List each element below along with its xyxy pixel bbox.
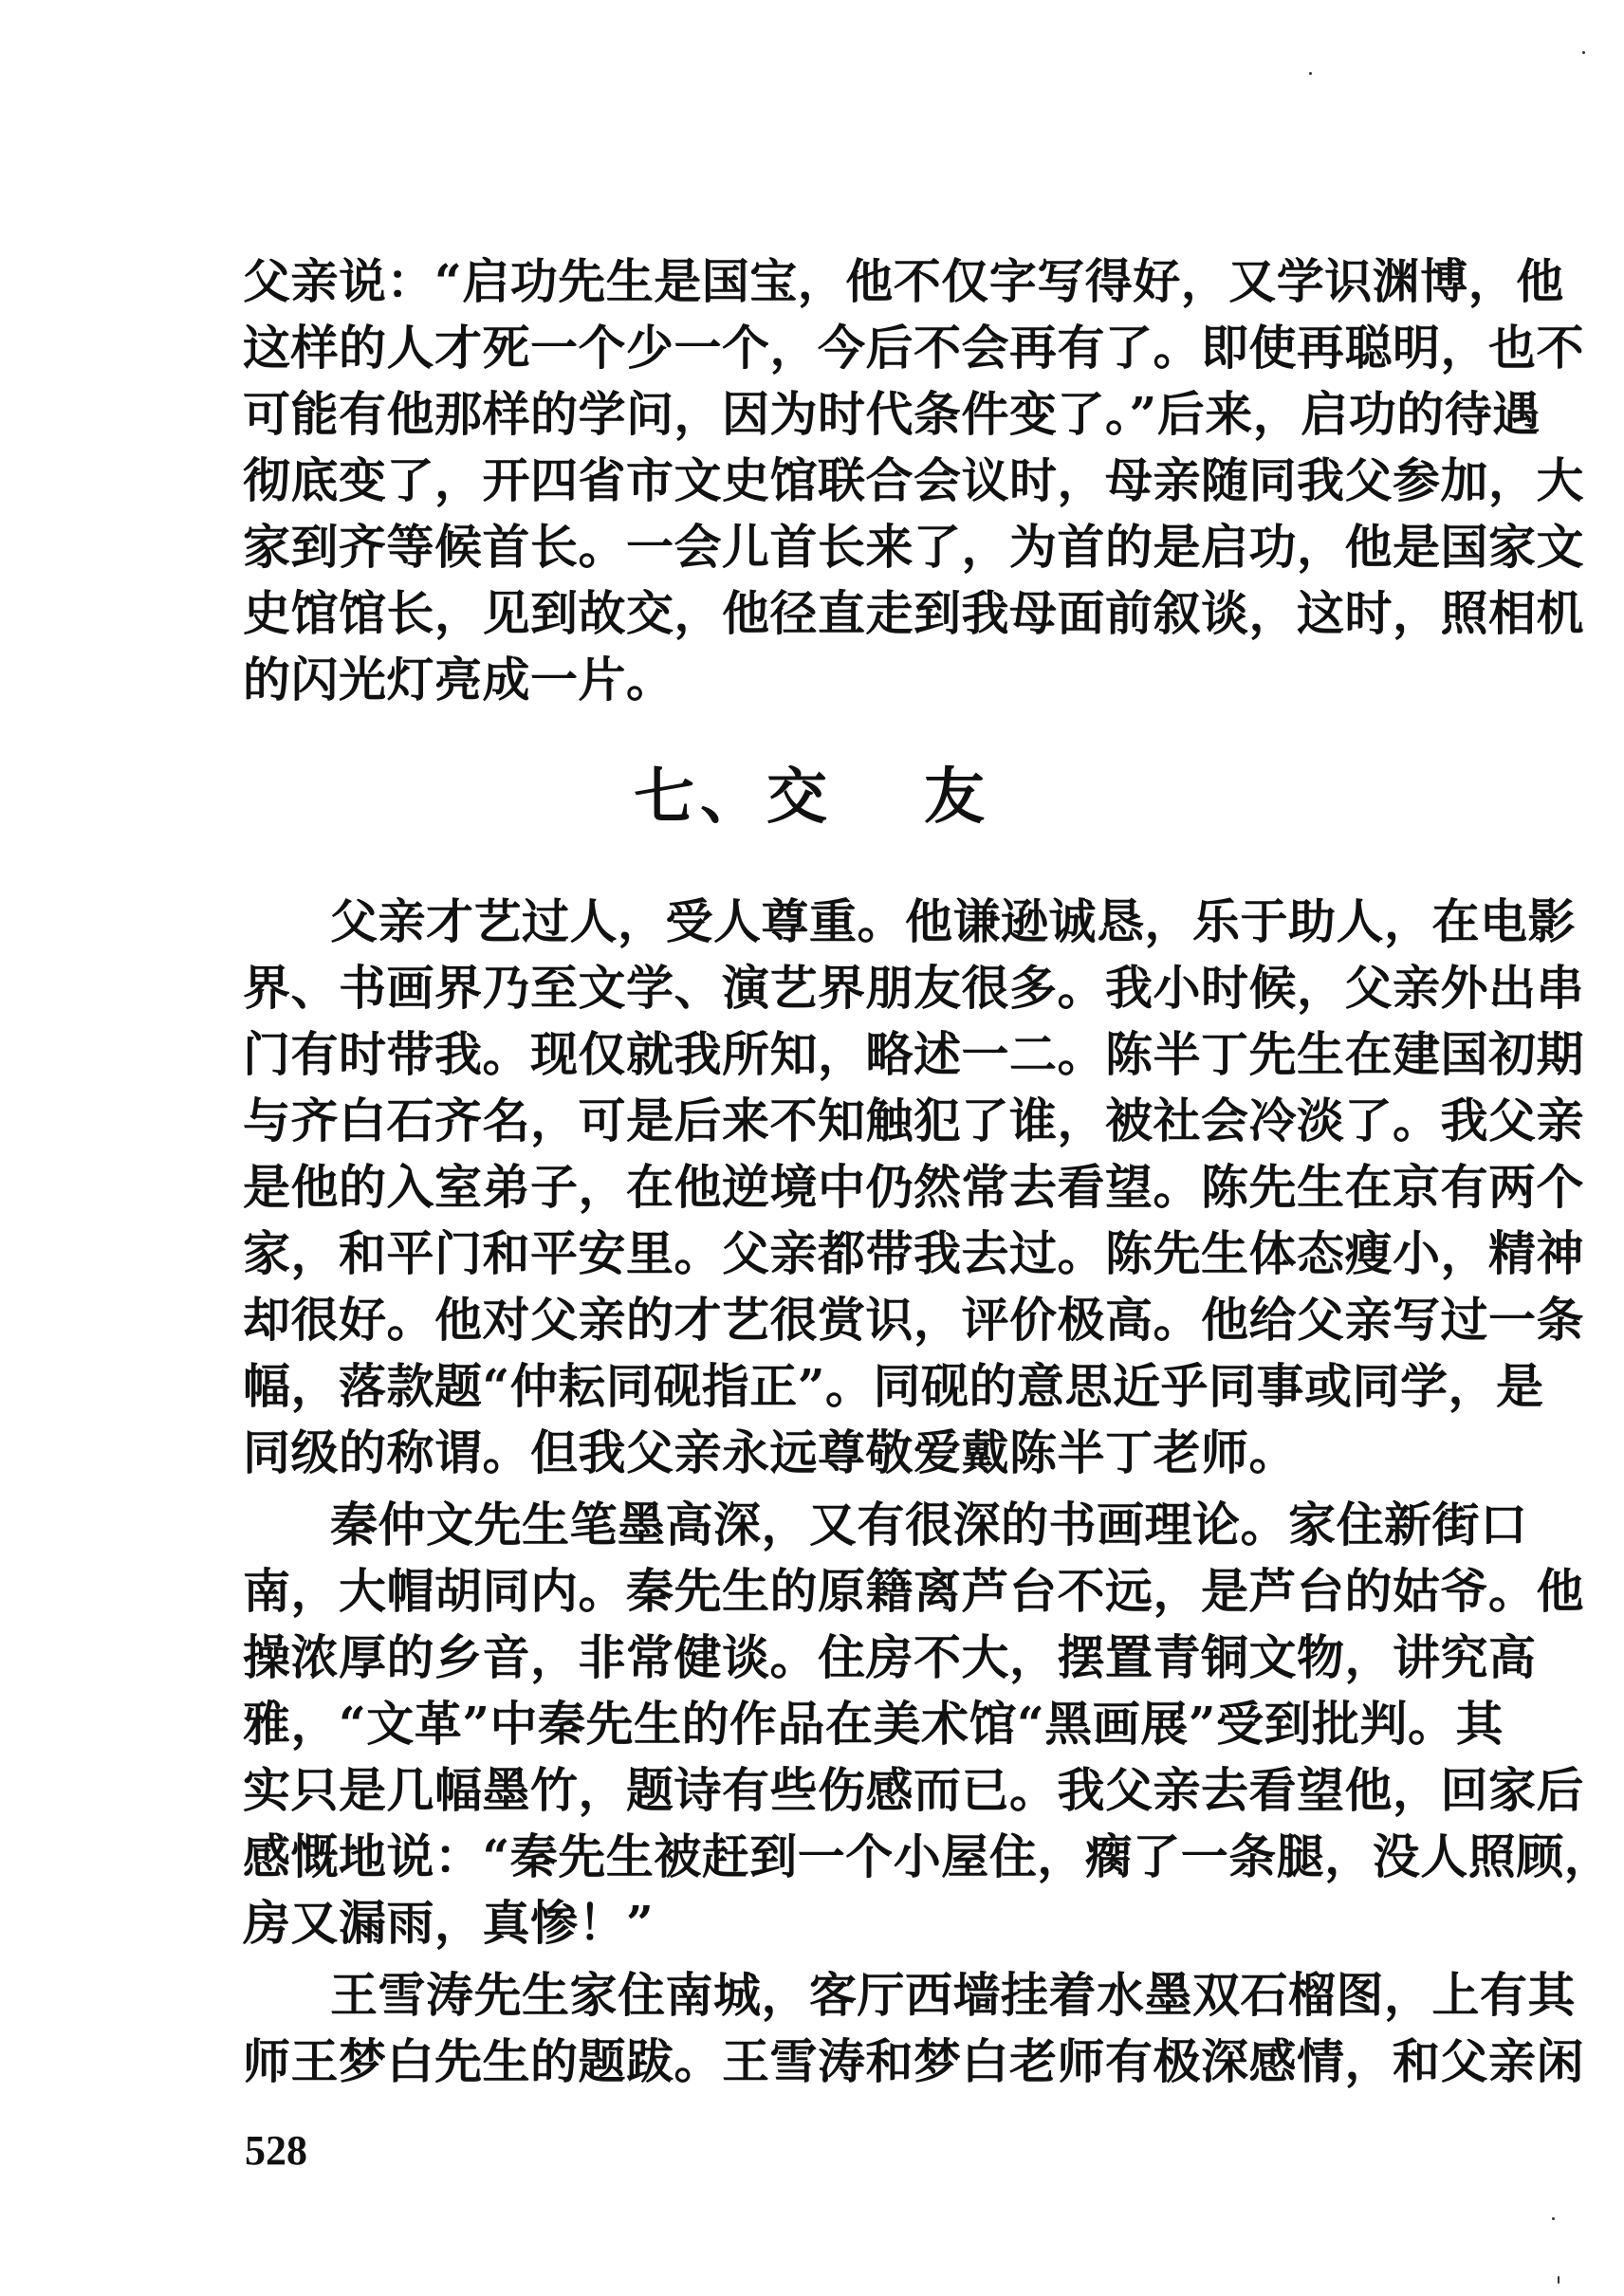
scan-speck <box>1552 2217 1555 2220</box>
text-line: 雅，“文革”中秦先生的作品在美术馆“黑画展”受到批判。其 <box>243 1696 1504 1752</box>
chapter-heading-part1: 七、交 <box>634 762 833 833</box>
text-line: 却很好。他对父亲的才艺很赏识，评价极高。他给父亲写过一条 <box>243 1292 1584 1348</box>
chapter-heading-part2: 友 <box>924 762 990 833</box>
text-line: 父亲才艺过人，受人尊重。他谦逊诚恳，乐于助人，在电影 <box>330 893 1576 949</box>
text-line: 父亲说：“启功先生是国宝，他不仅字写得好，又学识渊博，他 <box>243 253 1564 309</box>
top-paragraph <box>243 248 1584 713</box>
text-line: 是他的入室弟子，在他逆境中仍然常去看望。陈先生在京有两个 <box>243 1159 1584 1215</box>
text-line: 门有时带我。现仅就我所知，略述一二。陈半丁先生在建国初期 <box>243 1026 1584 1082</box>
text-line: 的闪光灯亮成一片。 <box>243 652 674 707</box>
paragraph <box>243 1492 1613 1956</box>
text-line: 同级的称谓。但我父亲永远尊敬爱戴陈半丁老师。 <box>243 1424 1297 1480</box>
text-line: 与齐白石齐名，可是后来不知触犯了谁，被社会冷淡了。我父亲 <box>243 1093 1584 1148</box>
chapter-heading <box>0 755 1624 840</box>
main-body <box>243 889 1613 2095</box>
text-line: 家到齐等候首长。一会儿首长来了，为首的是启功，他是国家文 <box>243 519 1584 575</box>
text-line: 实只是几幅墨竹，题诗有些伤感而已。我父亲去看望他，回家后 <box>243 1762 1584 1818</box>
text-line: 秦仲文先生笔墨高深，又有很深的书画理论。家住新街口 <box>330 1497 1528 1552</box>
text-line: 师王梦白先生的题跋。王雪涛和梦白老师有极深感情，和父亲闲 <box>243 2033 1584 2089</box>
page-number: 528 <box>245 2127 307 2174</box>
text-line: 史馆馆长，见到故交，他径直走到我母面前叙谈，这时，照相机 <box>243 585 1584 641</box>
text-line: 界、书画界乃至文学、演艺界朋友很多。我小时候，父亲外出串 <box>243 960 1584 1016</box>
scan-speck <box>1558 2276 1559 2284</box>
paragraph <box>243 1962 1584 2095</box>
text-line: 家，和平门和平安里。父亲都带我去过。陈先生体态瘦小，精神 <box>243 1225 1584 1281</box>
text-line: 感慨地说：“秦先生被赶到一个小屋住，瘸了一条腿，没人照顾， <box>243 1828 1613 1884</box>
text-line: 房又漏雨，真惨！” <box>243 1895 655 1951</box>
text-line: 南，大帽胡同内。秦先生的原籍离芦台不远，是芦台的姑爷。他 <box>243 1563 1584 1619</box>
text-line: 可能有他那样的学问，因为时代条件变了。”后来，启功的待遇 <box>243 386 1541 442</box>
scan-speck <box>1309 72 1312 75</box>
paragraph <box>243 889 1584 1486</box>
text-line: 这样的人才死一个少一个，今后不会再有了。即使再聪明，也不 <box>243 320 1584 376</box>
text-line: 幅，落款题“仲耘同砚指正”。同砚的意思近乎同事或同学，是 <box>243 1358 1544 1414</box>
scan-speck <box>1582 51 1585 54</box>
text-line: 彻底变了，开四省市文史馆联合会议时，母亲随同我父参加，大 <box>243 452 1584 508</box>
text-line: 操浓厚的乡音，非常健谈。住房不大，摆置青铜文物，讲究高 <box>243 1629 1537 1685</box>
text-line: 王雪涛先生家住南城，客厅西墙挂着水墨双石榴图，上有其 <box>330 1967 1576 2023</box>
